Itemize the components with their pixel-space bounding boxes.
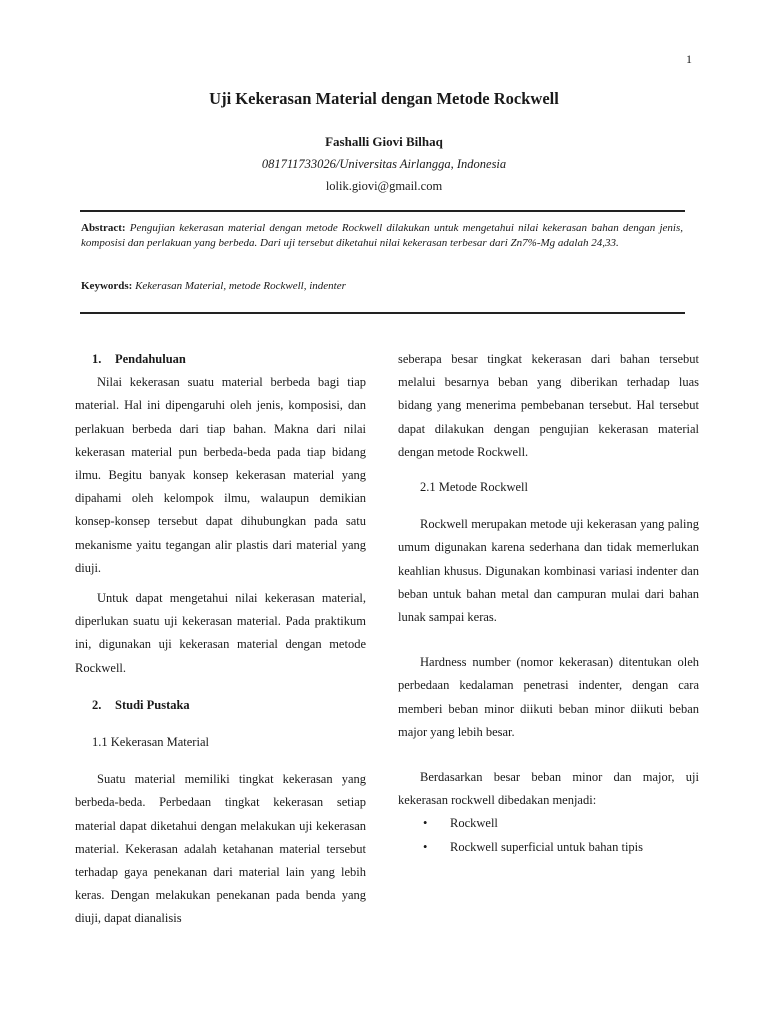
section-number: 2. [92,697,102,712]
paper-title: Uji Kekerasan Material dengan Metode Rockwell [209,89,559,108]
paragraph-rockwell: Rockwell merupakan metode uji kekerasan yang paling umum digunakan karena sederhana dan tidak memerlukan keahlian khusus. Digunakan kombinasi variasi indenter dan beban untuk bahan metal dan campuran mulai dari bahan lunak sampai keras. [398,517,699,625]
page-number: 1 [686,52,692,66]
section-number: 1. [92,352,102,366]
subsection-heading-2-1: 2.1 Metode Rockwell [420,480,528,495]
paragraph-kekerasan: Suatu material memiliki tingkat kekerasan yang berbeda-beda. Perbedaan tingkat kekerasan setiap material dapat diketahui dengan melakukan uji kekerasan material. Kekerasan adalah ketahanan material tersebut terhadap gaya penekanan dari material lain yang lebih keras. Dengan melakukan penekanan pada benda yang diuji, dapat dianalisis [75,772,366,926]
section-title: Studi Pustaka [115,697,190,712]
left-column [75,348,366,931]
right-column [398,348,699,859]
section-title: Pendahuluan [115,352,186,366]
keywords-text: Kekerasan Material, metode Rockwell, indenter [135,280,346,292]
author-name: Fashalli Giovi Bilhaq [325,134,443,149]
paragraph-intro-2: Untuk dapat mengetahui nilai kekerasan material, diperlukan suatu uji kekerasan material. Pada praktikum ini, digunakan uji kekerasan material dengan metode Rockwell. [75,591,366,675]
section-heading-1 [92,348,366,371]
abstract-label: Abstract: [81,222,126,234]
section-heading-2 [92,694,366,717]
keywords-label: Keywords: [81,280,133,292]
list-item: • Rockwell superficial untuk bahan tipis [398,836,699,859]
paragraph-types: Berdasarkan besar beban minor dan major, uji kekerasan rockwell dibedakan menjadi: [398,770,699,808]
bottom-divider [80,312,685,314]
bullet-icon: • [423,839,428,854]
bullet-icon: • [423,816,428,831]
keywords [81,279,683,294]
subsection-heading-1-1: 1.1 Kekerasan Material [92,735,209,750]
rockwell-types-list [398,812,699,858]
paragraph-intro-1: Nilai kekerasan suatu material berbeda bagi tiap material. Hal ini dipengaruhi oleh jenis, komposisi, dan perlakuan berbeda dari tiap bahan. Makna dari nilai kekerasan material pun berbeda-beda pada tiap bidang ilmu. Begitu banyak konsep kekerasan material yang dipahami oleh kelompok ilmu, walaupun demikian konsep-konsep tersebut dapat dihubungkan pada satu mekanisme yaitu tegangan alir plastis dari material yang diuji. [75,375,366,575]
author-email: lolik.giovi@gmail.com [325,179,443,193]
author-affiliation: 081711733026/Universitas Airlangga, Indonesia [261,157,507,171]
abstract [81,221,683,251]
abstract-text: Pengujian kekerasan material dengan metode Rockwell dilakukan untuk mengetahui nilai kekerasan bahan dengan jenis, komposisi dan perlakuan yang berbeda. Dari uji tersebut diketahui nilai kekerasan terbesar dari Zn7%-Mg adalah 24,33. [81,222,683,249]
top-divider [80,210,685,212]
paragraph-hardness: Hardness number (nomor kekerasan) ditentukan oleh perbedaan kedalaman penetrasi indenter, dengan cara memberi beban minor diikuti beban minor diikuti beban major yang lebih besar. [398,655,699,739]
paragraph-continued: seberapa besar tingkat kekerasan dari bahan tersebut melalui besarnya beban yang diberikan terhadap luas bidang yang menerima pembebanan tersebut. Hal tersebut dapat dilakukan dengan pengujian kekerasan material dengan metode Rockwell. [398,352,699,459]
list-item: • Rockwell [398,812,699,835]
